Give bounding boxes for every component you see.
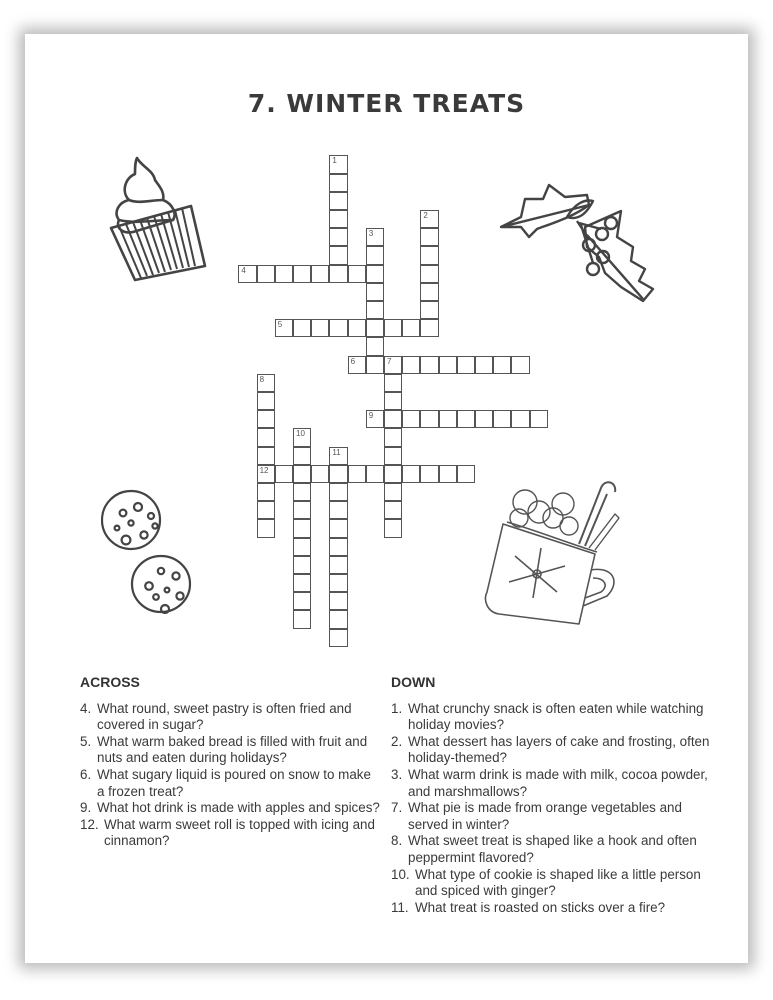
grid-cell[interactable] xyxy=(366,337,384,355)
page-title: 7. WINTER TREATS xyxy=(247,89,526,118)
grid-cell[interactable] xyxy=(293,538,311,556)
across-clue xyxy=(80,800,380,817)
clue-number: 2 xyxy=(423,211,428,220)
grid-cell[interactable] xyxy=(329,610,347,628)
clue-number: 12 xyxy=(259,465,269,475)
grid-cell[interactable] xyxy=(293,428,311,446)
grid-cell[interactable] xyxy=(257,465,275,483)
grid-cell[interactable] xyxy=(329,246,347,264)
down-clue xyxy=(391,800,711,833)
grid-cell[interactable] xyxy=(366,246,384,264)
grid-cell[interactable] xyxy=(329,228,347,246)
grid-cell[interactable] xyxy=(257,519,275,537)
grid-cell[interactable] xyxy=(439,465,457,483)
clue-number: 7 xyxy=(387,356,392,366)
clue-text: What type of cookie is shaped like a little person and spiced with ginger? xyxy=(415,866,701,899)
grid-cell[interactable] xyxy=(439,410,457,428)
grid-cell[interactable] xyxy=(366,228,384,246)
grid-cell[interactable] xyxy=(257,410,275,428)
grid-cell[interactable] xyxy=(257,392,275,410)
grid-cell[interactable] xyxy=(257,265,275,283)
holly-icon xyxy=(493,177,663,312)
across-clue xyxy=(80,701,380,734)
grid-cell[interactable] xyxy=(402,410,420,428)
grid-cell[interactable] xyxy=(275,319,293,337)
clue-text: What sugary liquid is poured on snow to make a frozen treat? xyxy=(97,766,371,799)
clue-text: What warm drink is made with milk, cocoa powder, and marshmallows? xyxy=(408,766,708,799)
cupcake-icon xyxy=(95,152,220,292)
grid-cell[interactable] xyxy=(384,519,402,537)
grid-cell[interactable] xyxy=(493,410,511,428)
grid-cell[interactable] xyxy=(329,538,347,556)
clue-number: 3. xyxy=(391,766,403,782)
grid-cell[interactable] xyxy=(329,483,347,501)
clue-number: 8 xyxy=(259,374,265,384)
grid-cell[interactable] xyxy=(366,265,384,283)
grid-cell[interactable] xyxy=(293,465,311,483)
grid-cell[interactable] xyxy=(293,319,311,337)
clue-number: 4 xyxy=(241,265,246,275)
clue-number: 2. xyxy=(391,733,403,749)
hot-cocoa-mug-icon xyxy=(475,474,625,634)
clue-number: 4. xyxy=(80,700,92,716)
grid-cell[interactable] xyxy=(348,319,366,337)
grid-cell[interactable] xyxy=(457,410,475,428)
down-clue xyxy=(391,701,711,734)
grid-cell[interactable] xyxy=(329,174,347,192)
clue-number: 8. xyxy=(391,833,403,849)
grid-cell[interactable] xyxy=(329,519,347,537)
grid-cell[interactable] xyxy=(329,501,347,519)
clue-text: What treat is roasted on sticks over a fire? xyxy=(415,899,666,915)
grid-cell[interactable] xyxy=(420,465,438,483)
clue-number: 6. xyxy=(80,766,92,782)
grid-cell[interactable] xyxy=(329,319,347,337)
grid-cell[interactable] xyxy=(420,319,438,337)
grid-cell[interactable] xyxy=(257,501,275,519)
grid-cell[interactable] xyxy=(366,410,384,428)
grid-cell[interactable] xyxy=(329,155,347,173)
grid-cell[interactable] xyxy=(420,356,438,374)
grid-cell[interactable] xyxy=(420,228,438,246)
across-clues xyxy=(80,674,380,850)
clue-number: 9. xyxy=(80,800,92,816)
grid-cell[interactable] xyxy=(329,447,347,465)
clue-text: What round, sweet pastry is often fried and covered in sugar? xyxy=(97,700,352,733)
clue-text: What dessert has layers of cake and frosting, often holiday-themed? xyxy=(408,733,710,766)
down-clue xyxy=(391,833,711,866)
grid-cell[interactable] xyxy=(384,319,402,337)
grid-cell[interactable] xyxy=(348,265,366,283)
grid-cell[interactable] xyxy=(329,210,347,228)
grid-cell[interactable] xyxy=(493,356,511,374)
grid-cell[interactable] xyxy=(329,465,347,483)
grid-cell[interactable] xyxy=(311,265,329,283)
grid-cell[interactable] xyxy=(293,574,311,592)
grid-cell[interactable] xyxy=(439,356,457,374)
grid-cell[interactable] xyxy=(420,246,438,264)
across-clue xyxy=(80,734,380,767)
clue-number: 11 xyxy=(332,447,341,457)
clue-text: What sweet treat is shaped like a hook and often peppermint flavored? xyxy=(408,833,697,865)
grid-cell[interactable] xyxy=(384,428,402,446)
grid-cell[interactable] xyxy=(293,592,311,610)
grid-cell[interactable] xyxy=(329,192,347,210)
grid-cell[interactable] xyxy=(238,265,256,283)
down-clues xyxy=(391,674,711,916)
grid-cell[interactable] xyxy=(257,374,275,392)
cookies-icon xyxy=(101,484,201,614)
across-heading: ACROSS xyxy=(80,674,140,690)
grid-cell[interactable] xyxy=(366,319,384,337)
grid-cell[interactable] xyxy=(311,465,329,483)
grid-cell[interactable] xyxy=(420,265,438,283)
grid-cell[interactable] xyxy=(475,356,493,374)
clue-number: 10. xyxy=(391,866,410,882)
grid-cell[interactable] xyxy=(511,356,529,374)
grid-cell[interactable] xyxy=(384,356,402,374)
grid-cell[interactable] xyxy=(311,319,329,337)
clue-number: 3 xyxy=(368,229,374,239)
grid-cell[interactable] xyxy=(384,447,402,465)
clue-text: What hot drink is made with apples and spices? xyxy=(97,800,380,816)
grid-cell[interactable] xyxy=(293,483,311,501)
grid-cell[interactable] xyxy=(530,410,548,428)
grid-cell[interactable] xyxy=(366,356,384,374)
grid-cell[interactable] xyxy=(275,465,293,483)
grid-cell[interactable] xyxy=(384,392,402,410)
grid-cell[interactable] xyxy=(348,356,366,374)
grid-cell[interactable] xyxy=(329,265,347,283)
grid-cell[interactable] xyxy=(293,610,311,628)
grid-cell[interactable] xyxy=(384,483,402,501)
clue-text: What crunchy snack is often eaten while watching holiday movies? xyxy=(408,700,704,733)
grid-cell[interactable] xyxy=(293,556,311,574)
grid-cell[interactable] xyxy=(402,319,420,337)
worksheet-page xyxy=(25,34,748,963)
grid-cell[interactable] xyxy=(384,501,402,519)
grid-cell[interactable] xyxy=(384,410,402,428)
grid-cell[interactable] xyxy=(329,592,347,610)
grid-cell[interactable] xyxy=(475,410,493,428)
clue-text: What warm sweet roll is topped with icing and cinnamon? xyxy=(104,816,375,849)
grid-cell[interactable] xyxy=(257,428,275,446)
grid-cell[interactable] xyxy=(384,465,402,483)
grid-cell[interactable] xyxy=(329,556,347,574)
grid-cell[interactable] xyxy=(420,210,438,228)
grid-cell[interactable] xyxy=(366,301,384,319)
grid-cell[interactable] xyxy=(457,465,475,483)
grid-cell[interactable] xyxy=(329,629,347,647)
across-clue xyxy=(80,817,380,850)
grid-cell[interactable] xyxy=(366,283,384,301)
grid-cell[interactable] xyxy=(420,283,438,301)
grid-cell[interactable] xyxy=(329,574,347,592)
clue-number: 9 xyxy=(368,411,374,421)
grid-cell[interactable] xyxy=(293,519,311,537)
down-clue xyxy=(391,900,711,917)
clue-number: 1. xyxy=(391,700,403,716)
grid-cell[interactable] xyxy=(293,501,311,519)
down-clue xyxy=(391,767,711,800)
down-heading: DOWN xyxy=(391,674,436,690)
across-clue xyxy=(80,767,380,800)
grid-cell[interactable] xyxy=(511,410,529,428)
clue-number: 7. xyxy=(391,800,403,816)
grid-cell[interactable] xyxy=(402,356,420,374)
grid-cell[interactable] xyxy=(257,447,275,465)
clue-number: 5. xyxy=(80,733,92,749)
grid-cell[interactable] xyxy=(275,265,293,283)
grid-cell[interactable] xyxy=(420,301,438,319)
clue-number: 12. xyxy=(80,816,99,832)
grid-cell[interactable] xyxy=(420,410,438,428)
clue-number: 1 xyxy=(332,156,337,166)
grid-cell[interactable] xyxy=(384,374,402,392)
clue-number: 5 xyxy=(277,320,283,330)
grid-cell[interactable] xyxy=(257,483,275,501)
clue-number: 6 xyxy=(350,356,356,366)
clue-text: What warm baked bread is filled with fruit and nuts and eaten during holidays? xyxy=(97,733,368,766)
clue-text: What pie is made from orange vegetables and served in winter? xyxy=(408,800,682,832)
grid-cell[interactable] xyxy=(402,465,420,483)
grid-cell[interactable] xyxy=(457,356,475,374)
grid-cell[interactable] xyxy=(348,465,366,483)
down-clue xyxy=(391,867,711,900)
clue-number: 10 xyxy=(296,429,305,439)
grid-cell[interactable] xyxy=(366,465,384,483)
grid-cell[interactable] xyxy=(293,447,311,465)
grid-cell[interactable] xyxy=(293,265,311,283)
down-clue xyxy=(391,734,711,767)
clue-number: 11. xyxy=(391,899,409,915)
